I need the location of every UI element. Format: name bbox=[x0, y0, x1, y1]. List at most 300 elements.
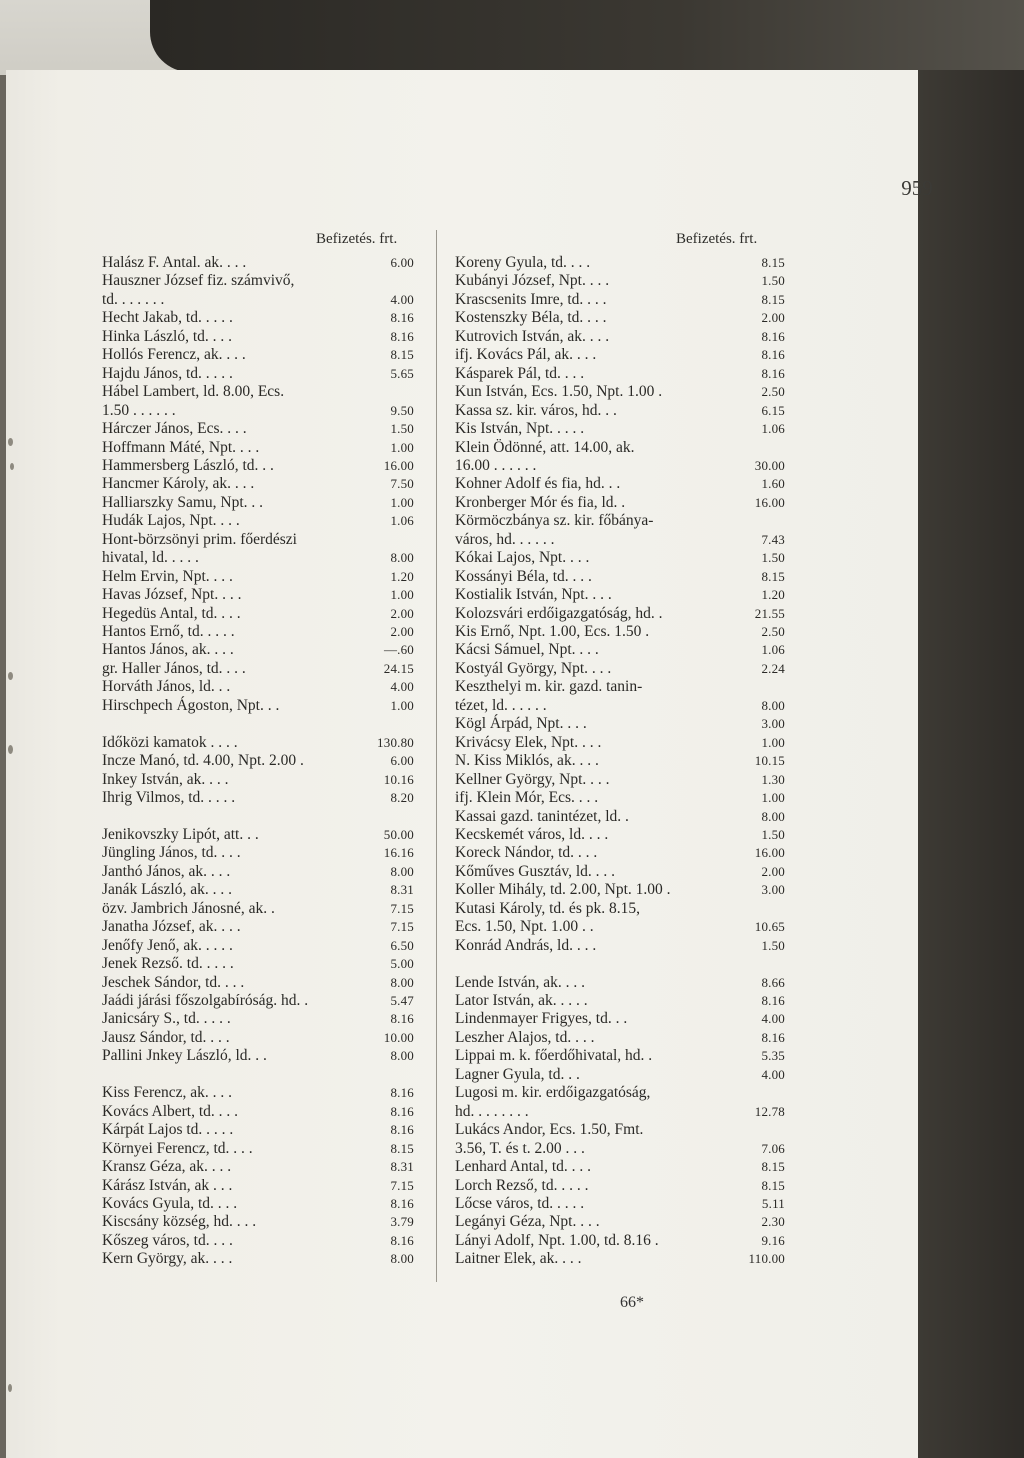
entry-name: hivatal, ld. . . . . bbox=[102, 549, 199, 567]
entry-name: Kossányi Béla, td. . . . bbox=[455, 567, 592, 585]
entry-amount: 1.06 bbox=[761, 421, 785, 437]
entry-name: Lőcse város, td. . . . . bbox=[455, 1194, 585, 1212]
ledger-entry bbox=[455, 1231, 785, 1250]
entry-name: Kárpát Lajos td. . . . . bbox=[102, 1121, 234, 1139]
ledger-entry bbox=[102, 1157, 414, 1176]
ledger-entry bbox=[455, 290, 785, 309]
entry-name: Jeschek Sándor, td. . . . bbox=[102, 973, 245, 991]
entry-name: Kovács Gyula, td. . . . bbox=[102, 1194, 238, 1212]
ledger-entry bbox=[455, 271, 785, 290]
entry-amount: 5.35 bbox=[761, 1048, 785, 1064]
ledger-entry bbox=[102, 474, 414, 493]
entry-amount: 1.06 bbox=[390, 513, 414, 529]
entry-name: Kolozsvári erdőigazgatóság, hd. . bbox=[455, 604, 663, 622]
entry-name: Kostenszky Béla, td. . . . bbox=[455, 309, 607, 327]
scan-shadow-right bbox=[918, 70, 1024, 1458]
entry-name: Koller Mihály, td. 2.00, Npt. 1.00 . bbox=[455, 881, 671, 899]
entry-name: Jenőfy Jenő, ak. . . . . bbox=[102, 936, 233, 954]
entry-name: Kárász István, ak . . . bbox=[102, 1176, 233, 1194]
ledger-entry bbox=[455, 1139, 785, 1158]
entry-amount: 21.55 bbox=[754, 605, 785, 621]
ledger-entry bbox=[102, 401, 414, 420]
entry-name: Hoffmann Máté, Npt. . . . bbox=[102, 438, 260, 456]
ledger-entry bbox=[102, 1231, 414, 1250]
entry-name: Lenhard Antal, td. . . . bbox=[455, 1158, 592, 1176]
entry-name: Körmöczbánya sz. kir. főbánya- bbox=[455, 512, 654, 530]
entry-name: Koreck Nándor, td. . . . bbox=[455, 844, 598, 862]
entry-name: Lányi Adolf, Npt. 1.00, td. 8.16 . bbox=[455, 1231, 659, 1249]
ledger-entry bbox=[455, 751, 785, 770]
ledger-entry bbox=[455, 640, 785, 659]
ledger-entry bbox=[455, 438, 785, 457]
entry-name: Kronberger Mór és fia, ld. . bbox=[455, 493, 626, 511]
entry-name: ifj. Klein Mór, Ecs. . . . bbox=[455, 789, 599, 807]
ledger-entry bbox=[102, 677, 414, 696]
ledger-entry bbox=[455, 954, 785, 973]
entry-name: 16.00 . . . . . . bbox=[455, 456, 537, 474]
entry-amount: 10.15 bbox=[754, 753, 785, 769]
entry-amount: 8.31 bbox=[390, 1159, 414, 1175]
ledger-entry bbox=[455, 253, 785, 272]
entry-name: Hantos János, ak. . . . bbox=[102, 641, 234, 659]
margin-blemish bbox=[8, 745, 13, 754]
page-number: 959 bbox=[901, 176, 933, 200]
entry-amount: 7.50 bbox=[390, 476, 414, 492]
entry-name: Hantos Ernő, td. . . . . bbox=[102, 623, 235, 640]
entry-name: Inkey István, ak. . . . bbox=[102, 770, 229, 788]
entry-amount: 4.00 bbox=[761, 1011, 785, 1027]
ledger-entry bbox=[102, 733, 414, 752]
right-column-header: Befizetés. frt. bbox=[676, 231, 758, 247]
ledger-entry bbox=[102, 954, 414, 973]
entry-amount: 8.16 bbox=[390, 1011, 414, 1027]
entry-amount: 8.00 bbox=[390, 1251, 414, 1267]
ledger-entry bbox=[455, 973, 785, 992]
ledger-entry bbox=[455, 1194, 785, 1213]
ledger-entry bbox=[455, 567, 785, 586]
ledger-entry bbox=[455, 401, 785, 420]
entry-name: Hammersberg László, td. . . bbox=[102, 456, 274, 474]
ledger-entry bbox=[455, 1028, 785, 1047]
ledger-entry bbox=[455, 880, 785, 899]
entry-name: Janthó János, ak. . . . bbox=[102, 862, 231, 880]
ledger-entry bbox=[102, 1249, 414, 1268]
ledger-entry bbox=[102, 1212, 414, 1231]
entry-amount: 8.00 bbox=[761, 808, 785, 824]
ledger-entry bbox=[102, 327, 414, 346]
entry-name: Kovács Albert, td. . . . bbox=[102, 1102, 239, 1120]
entry-name: Halász F. Antal. ak. . . . bbox=[102, 254, 247, 271]
ledger-entry bbox=[102, 640, 414, 659]
ledger-entry bbox=[102, 530, 414, 549]
entry-amount: 10.65 bbox=[754, 919, 785, 935]
entry-name: Kókai Lajos, Npt. . . . bbox=[455, 549, 590, 567]
margin-blemish bbox=[8, 1384, 12, 1392]
entry-amount: 8.16 bbox=[390, 1195, 414, 1211]
entry-name: Kern György, ak. . . . bbox=[102, 1250, 233, 1268]
ledger-entry bbox=[102, 511, 414, 530]
entry-amount: 4.00 bbox=[761, 1066, 785, 1082]
ledger-entry bbox=[455, 1157, 785, 1176]
entry-amount: 8.16 bbox=[761, 1029, 785, 1045]
entry-name: Jenek Rezső. td. . . . . bbox=[102, 955, 234, 973]
entry-name: város, hd. . . . . . bbox=[455, 530, 555, 548]
entry-name: Jausz Sándor, td. . . . bbox=[102, 1028, 230, 1046]
entry-amount: 8.15 bbox=[390, 1140, 414, 1156]
entry-amount: 1.60 bbox=[761, 476, 785, 492]
ledger-entry bbox=[102, 862, 414, 881]
entry-amount: 8.15 bbox=[390, 347, 414, 363]
ledger-entry bbox=[102, 880, 414, 899]
entry-amount: 1.00 bbox=[390, 697, 414, 713]
ledger-entry bbox=[102, 585, 414, 604]
ledger-entry bbox=[455, 843, 785, 862]
entry-amount: 1.50 bbox=[761, 937, 785, 953]
margin-blemish bbox=[8, 672, 13, 680]
entry-name: Kis István, Npt. . . . . bbox=[455, 420, 585, 438]
entry-name: Kostyál György, Npt. . . . bbox=[455, 659, 612, 677]
entry-name: Kellner György, Npt. . . . bbox=[455, 770, 610, 788]
ledger-entry bbox=[102, 1065, 414, 1084]
entry-amount: 3.00 bbox=[761, 716, 785, 732]
entry-name: Hirschpech Ágoston, Npt. . . bbox=[102, 696, 280, 714]
entry-name: Jenikovszky Lipót, att. . . bbox=[102, 825, 259, 843]
ledger-entry bbox=[102, 843, 414, 862]
ledger-entry bbox=[455, 1065, 785, 1084]
entry-name: Krivácsy Elek, Npt. . . . bbox=[455, 733, 602, 751]
ledger-entry bbox=[102, 899, 414, 918]
ledger-entry bbox=[102, 345, 414, 364]
entry-amount: 9.16 bbox=[761, 1232, 785, 1248]
ledger-entry bbox=[102, 991, 414, 1010]
ledger-entry bbox=[455, 659, 785, 678]
ledger-entry bbox=[455, 1083, 785, 1102]
entry-name: tézet, ld. . . . . . bbox=[455, 696, 547, 714]
ledger-entry bbox=[102, 382, 414, 401]
entry-amount: 1.00 bbox=[390, 587, 414, 603]
entry-amount: 9.50 bbox=[390, 402, 414, 418]
entry-name: Janatha József, ak. . . . bbox=[102, 918, 241, 936]
entry-name: Jaádi járási főszolgabíróság. hd. . bbox=[102, 992, 309, 1009]
margin-blemish bbox=[8, 438, 13, 446]
entry-amount: 1.00 bbox=[761, 734, 785, 750]
ledger-entry bbox=[455, 364, 785, 383]
entry-name: Időközi kamatok . . . . bbox=[102, 733, 238, 751]
ledger-entry bbox=[455, 696, 785, 715]
entry-name: Lorch Rezső, td. . . . . bbox=[455, 1176, 589, 1194]
entry-name: Janák László, ak. . . . bbox=[102, 881, 232, 899]
ledger-entry bbox=[102, 973, 414, 992]
ledger-entry bbox=[455, 622, 785, 641]
ledger-entry bbox=[455, 1120, 785, 1139]
entry-amount: 1.20 bbox=[761, 587, 785, 603]
ledger-entry bbox=[455, 936, 785, 955]
entry-name: Ecs. 1.50, Npt. 1.00 . . bbox=[455, 918, 594, 936]
entry-amount: 2.00 bbox=[761, 310, 785, 326]
entry-name: Lagner Gyula, td. . . bbox=[455, 1065, 580, 1083]
entry-amount: 8.16 bbox=[761, 328, 785, 344]
margin-blemish bbox=[10, 463, 14, 470]
entry-amount: 1.50 bbox=[761, 273, 785, 289]
entry-amount: 8.00 bbox=[390, 863, 414, 879]
entry-name: Klein Ödönné, att. 14.00, ak. bbox=[455, 438, 635, 456]
entry-amount: 8.16 bbox=[390, 328, 414, 344]
entry-amount: 16.00 bbox=[383, 457, 414, 473]
scan-shadow-edge bbox=[150, 0, 1024, 72]
ledger-entry bbox=[102, 493, 414, 512]
entry-amount: 8.16 bbox=[390, 1085, 414, 1101]
ledger-entry bbox=[455, 1176, 785, 1195]
ledger-entry bbox=[102, 1028, 414, 1047]
left-column-header: Befizetés. frt. bbox=[316, 231, 398, 247]
entry-name: Környei Ferencz, td. . . . bbox=[102, 1139, 253, 1157]
entry-name: Hancmer Károly, ak. . . . bbox=[102, 475, 255, 493]
entry-name: N. Kiss Miklós, ak. . . . bbox=[455, 752, 599, 770]
entry-name: Lugosi m. kir. erdőigazgatóság, bbox=[455, 1084, 651, 1102]
ledger-entry bbox=[455, 530, 785, 549]
ledger-entry bbox=[102, 1120, 414, 1139]
ledger-entry bbox=[102, 548, 414, 567]
ledger-entry bbox=[102, 1083, 414, 1102]
ledger-entry bbox=[455, 604, 785, 623]
ledger-entry bbox=[102, 788, 414, 807]
entry-name: Ihrig Vilmos, td. . . . . bbox=[102, 789, 236, 807]
entry-amount: 2.50 bbox=[761, 384, 785, 400]
entry-amount: 8.00 bbox=[390, 1048, 414, 1064]
ledger-entry bbox=[455, 899, 785, 918]
entry-name: 3.56, T. és t. 2.00 . . . bbox=[455, 1139, 585, 1157]
entry-amount: 8.16 bbox=[761, 993, 785, 1008]
entry-name: Lende István, ak. . . . bbox=[455, 973, 585, 991]
ledger-entry bbox=[455, 548, 785, 567]
entry-amount: 8.66 bbox=[761, 974, 785, 990]
entry-name: Legányi Géza, Npt. . . . bbox=[455, 1213, 600, 1231]
entry-amount: 8.15 bbox=[761, 1177, 785, 1193]
entry-name: Koreny Gyula, td. . . . bbox=[455, 254, 591, 271]
entry-amount: 10.16 bbox=[383, 771, 414, 787]
entry-amount: 3.79 bbox=[390, 1214, 414, 1230]
entry-amount: 5.47 bbox=[390, 993, 414, 1008]
ledger-entry bbox=[102, 825, 414, 844]
ledger-entry bbox=[455, 825, 785, 844]
entry-amount: 2.50 bbox=[761, 624, 785, 639]
entry-name: Kutasi Károly, td. és pk. 8.15, bbox=[455, 899, 640, 917]
ledger-entry bbox=[455, 991, 785, 1010]
ledger-entry bbox=[455, 1102, 785, 1121]
entry-name: Keszthelyi m. kir. gazd. tanin- bbox=[455, 678, 643, 696]
ledger-entry bbox=[455, 770, 785, 789]
entry-name: Hecht Jakab, td. . . . . bbox=[102, 309, 233, 327]
entry-amount: 3.00 bbox=[761, 882, 785, 898]
entry-amount: 16.16 bbox=[383, 845, 414, 861]
entry-name: Halliarszky Samu, Npt. . . bbox=[102, 493, 264, 511]
entry-amount: 8.16 bbox=[390, 1232, 414, 1248]
ledger-entry bbox=[102, 604, 414, 623]
entry-amount: 1.00 bbox=[390, 494, 414, 510]
entry-name: Kecskemét város, ld. . . . bbox=[455, 825, 609, 843]
ledger-entry bbox=[102, 1176, 414, 1195]
entry-name: Kassai gazd. tanintézet, ld. . bbox=[455, 807, 629, 825]
entry-amount: 8.16 bbox=[390, 1103, 414, 1119]
entry-amount: 8.15 bbox=[761, 1159, 785, 1175]
entry-amount: 6.00 bbox=[390, 255, 414, 270]
ledger-entry bbox=[102, 419, 414, 438]
entry-amount: 5.11 bbox=[761, 1195, 785, 1211]
entry-amount: 6.00 bbox=[390, 753, 414, 769]
entry-amount: 4.00 bbox=[390, 291, 414, 307]
entry-amount: 5.65 bbox=[390, 365, 414, 381]
entry-name: Kőműves Gusztáv, ld. . . . bbox=[455, 862, 616, 880]
printer-signature: 66* bbox=[620, 1294, 644, 1311]
ledger-entry bbox=[455, 1249, 785, 1268]
ledger-entry bbox=[102, 751, 414, 770]
entry-amount: 30.00 bbox=[754, 457, 785, 473]
entry-amount: 110.00 bbox=[748, 1251, 785, 1267]
ledger-entry bbox=[102, 1102, 414, 1121]
entry-name: Hauszner József fiz. számvivő, bbox=[102, 272, 295, 290]
entry-name: Kostialik István, Npt. . . . bbox=[455, 586, 612, 604]
entry-name: Laitner Elek, ak. . . . bbox=[455, 1250, 582, 1268]
ledger-entry bbox=[102, 936, 414, 955]
ledger-entry bbox=[455, 788, 785, 807]
entry-amount: 10.00 bbox=[383, 1029, 414, 1045]
entry-name: Kun István, Ecs. 1.50, Npt. 1.00 . bbox=[455, 383, 663, 401]
entry-amount: 50.00 bbox=[383, 826, 414, 842]
entry-name: Lindenmayer Frigyes, td. . . bbox=[455, 1010, 628, 1028]
ledger-entry bbox=[102, 659, 414, 678]
entry-amount: 2.00 bbox=[390, 605, 414, 621]
entry-amount: 8.16 bbox=[761, 365, 785, 381]
entry-amount: 2.00 bbox=[761, 863, 785, 879]
ledger-entry bbox=[455, 677, 785, 696]
entry-amount: 8.00 bbox=[390, 550, 414, 566]
ledger-entry bbox=[102, 456, 414, 475]
entry-amount: 6.15 bbox=[761, 402, 785, 418]
ledger-entry bbox=[455, 1046, 785, 1065]
entry-name: Kiscsány község, hd. . . . bbox=[102, 1213, 257, 1231]
entry-amount: 1.00 bbox=[761, 790, 785, 806]
entry-amount: 8.15 bbox=[761, 255, 785, 270]
entry-name: Kásparek Pál, td. . . . bbox=[455, 364, 585, 382]
entry-name: Hegedüs Antal, td. . . . bbox=[102, 604, 241, 622]
entry-amount: 16.00 bbox=[754, 494, 785, 510]
entry-name: hd. . . . . . . . bbox=[455, 1102, 529, 1120]
entry-name: Lator István, ak. . . . . bbox=[455, 992, 588, 1009]
ledger-entry bbox=[455, 1212, 785, 1231]
entry-name: Horváth János, ld. . . bbox=[102, 678, 231, 696]
entry-amount: 8.00 bbox=[390, 974, 414, 990]
entry-name: Hárczer János, Ecs. . . . bbox=[102, 420, 247, 438]
ledger-entry bbox=[102, 1194, 414, 1213]
ledger-entry bbox=[102, 567, 414, 586]
ledger-entry bbox=[455, 493, 785, 512]
ledger-entry bbox=[102, 807, 414, 826]
entry-amount: 8.16 bbox=[390, 1122, 414, 1138]
entry-amount: —.60 bbox=[383, 642, 414, 658]
entry-name: Lukács Andor, Ecs. 1.50, Fmt. bbox=[455, 1121, 644, 1139]
entry-amount: 1.50 bbox=[390, 421, 414, 437]
entry-amount: 1.30 bbox=[761, 771, 785, 787]
entry-name: Leszher Alajos, td. . . . bbox=[455, 1028, 595, 1046]
entry-amount: 7.06 bbox=[761, 1140, 785, 1156]
ledger-entry bbox=[455, 585, 785, 604]
ledger-entry bbox=[102, 290, 414, 309]
entry-name: Krascsenits Imre, td. . . . bbox=[455, 290, 607, 308]
ledger-entry bbox=[102, 696, 414, 715]
entry-name: Havas József, Npt. . . . bbox=[102, 586, 242, 604]
entry-amount: 2.30 bbox=[761, 1214, 785, 1230]
ledger-entry bbox=[102, 364, 414, 383]
entry-name: Hábel Lambert, ld. 8.00, Ecs. bbox=[102, 383, 285, 401]
ledger-entry bbox=[102, 253, 414, 272]
ledger-entry bbox=[455, 474, 785, 493]
entry-name: Hajdu János, td. . . . . bbox=[102, 364, 233, 382]
ledger-entry bbox=[455, 456, 785, 475]
entry-amount: 16.00 bbox=[754, 845, 785, 861]
entry-name: Lippai m. k. főerdőhivatal, hd. . bbox=[455, 1047, 653, 1065]
entry-amount: 8.16 bbox=[761, 347, 785, 363]
entry-amount: 8.00 bbox=[761, 697, 785, 713]
entry-name: özv. Jambrich Jánosné, ak. . bbox=[102, 899, 275, 917]
entry-name: Hont-börzsönyi prim. főerdészi bbox=[102, 530, 297, 548]
entry-name: Janicsáry S., td. . . . . bbox=[102, 1010, 231, 1028]
entry-amount: 2.00 bbox=[390, 624, 414, 639]
ledger-entry bbox=[102, 917, 414, 936]
ledger-entry bbox=[102, 714, 414, 733]
entry-amount: 2.24 bbox=[761, 660, 785, 676]
ledger-entry bbox=[102, 622, 414, 641]
entry-name: Konrád András, ld. . . . bbox=[455, 936, 597, 954]
ledger-entry bbox=[455, 382, 785, 401]
entry-name: Kis Ernő, Npt. 1.00, Ecs. 1.50 . bbox=[455, 623, 650, 640]
entry-name: Kohner Adolf és fia, hd. . . bbox=[455, 475, 621, 493]
entry-amount: 1.06 bbox=[761, 642, 785, 658]
entry-amount: 7.15 bbox=[390, 919, 414, 935]
ledger-entry bbox=[102, 770, 414, 789]
entry-amount: 12.78 bbox=[754, 1103, 785, 1119]
ledger-entry bbox=[102, 308, 414, 327]
ledger-entry bbox=[102, 1139, 414, 1158]
entry-name: gr. Haller János, td. . . . bbox=[102, 659, 246, 677]
entry-amount: 8.31 bbox=[390, 882, 414, 898]
entry-amount: 6.50 bbox=[390, 937, 414, 953]
entry-name: Incze Manó, td. 4.00, Npt. 2.00 . bbox=[102, 752, 304, 770]
entry-amount: 8.16 bbox=[390, 310, 414, 326]
entry-amount: 8.20 bbox=[390, 790, 414, 806]
ledger-entry bbox=[455, 862, 785, 881]
ledger-entry bbox=[102, 1009, 414, 1028]
entry-amount: 7.43 bbox=[761, 531, 785, 547]
ledger-entry bbox=[455, 807, 785, 826]
column-divider bbox=[436, 230, 437, 1282]
entry-name: Kácsi Sámuel, Npt. . . . bbox=[455, 641, 599, 659]
entry-amount: 5.00 bbox=[390, 956, 414, 972]
entry-name: Pallini Jnkey László, ld. . . bbox=[102, 1047, 267, 1065]
entry-amount: 130.80 bbox=[377, 734, 414, 750]
ledger-entry bbox=[455, 917, 785, 936]
entry-amount: 7.15 bbox=[390, 900, 414, 916]
ledger-entry bbox=[455, 1009, 785, 1028]
entry-name: Jüngling János, td. . . . bbox=[102, 844, 241, 862]
ledger-entry bbox=[455, 511, 785, 530]
entry-name: Kiss Ferencz, ak. . . . bbox=[102, 1084, 232, 1102]
ledger-entry bbox=[455, 419, 785, 438]
ledger-entry bbox=[102, 271, 414, 290]
entry-name: Kassa sz. kir. város, hd. . . bbox=[455, 401, 617, 419]
ledger-entry bbox=[455, 714, 785, 733]
entry-amount: 1.20 bbox=[390, 568, 414, 584]
entry-name: Kőszeg város, td. . . . bbox=[102, 1231, 233, 1249]
